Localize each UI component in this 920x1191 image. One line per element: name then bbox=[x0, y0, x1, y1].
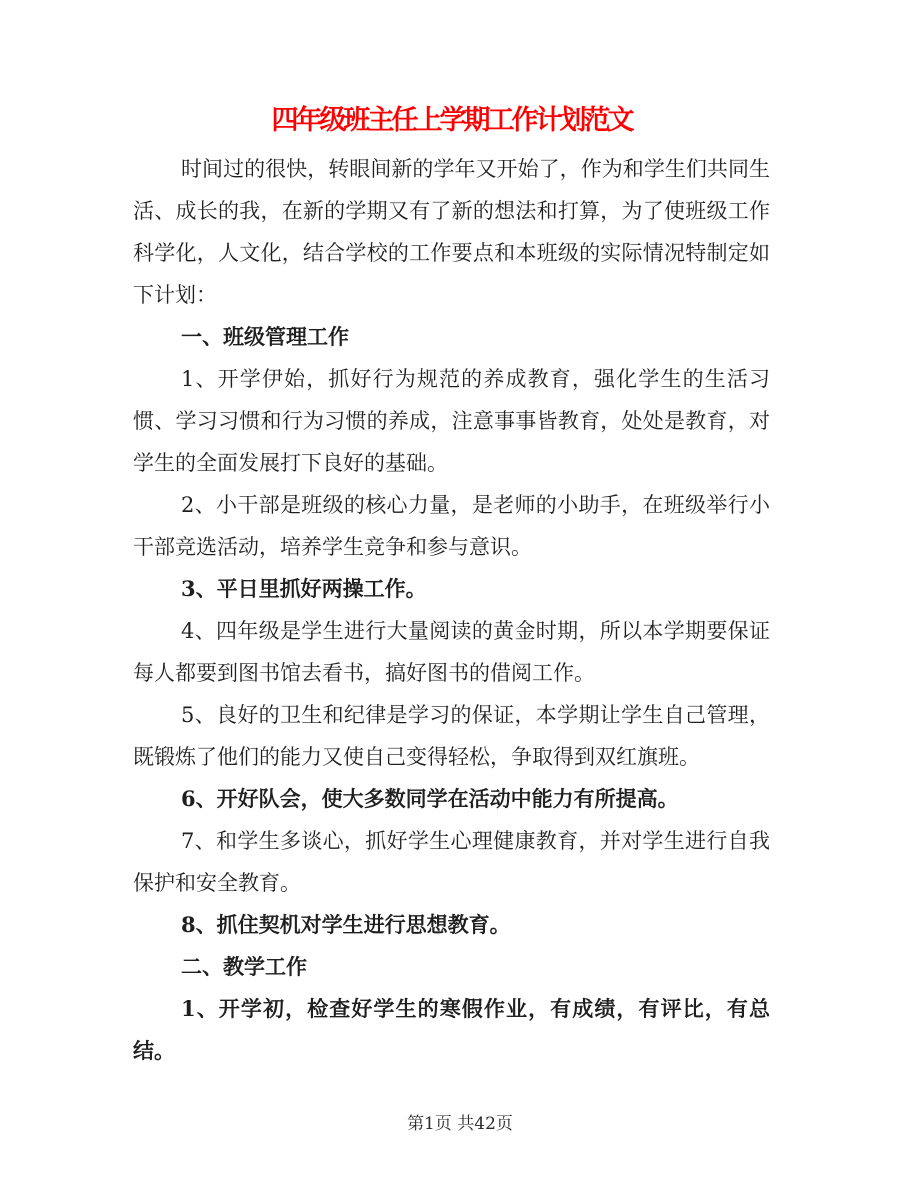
section-1-item-5: 5、良好的卫生和纪律是学习的保证，本学期让学生自己管理，既锻炼了他们的能力又使自己变得轻松，争取得到双红旗班。 bbox=[133, 703, 770, 769]
section-1-item-3: 3、平日里抓好两操工作。 bbox=[181, 576, 427, 601]
section-1-item-6: 6、开好队会，使大多数同学在活动中能力有所提高。 bbox=[181, 786, 679, 811]
section-2-item-1: 1、开学初，检查好学生的寒假作业，有成绩，有评比，有总结。 bbox=[133, 996, 770, 1063]
document-content bbox=[133, 100, 770, 1072]
section-1-item-4: 4、四年级是学生进行大量阅读的黄金时期，所以本学期要保证每人都要到图书馆去看书，搞好图书的借阅工作。 bbox=[133, 619, 770, 685]
section-2-heading: 二、教学工作 bbox=[181, 954, 307, 979]
page-footer bbox=[0, 1112, 920, 1136]
section-1-item-1: 1、开学伊始，抓好行为规范的养成教育，强化学生的生活习惯、学习习惯和行为习惯的养成，注意事事皆教育，处处是教育，对学生的全面发展打下良好的基础。 bbox=[133, 367, 770, 475]
section-1-item-2: 2、小干部是班级的核心力量，是老师的小助手，在班级举行小干部竞选活动，培养学生竞争和参与意识。 bbox=[133, 493, 770, 559]
section-1-item-8: 8、抓住契机对学生进行思想教育。 bbox=[181, 912, 511, 937]
intro-paragraph: 时间过的很快，转眼间新的学年又开始了，作为和学生们共同生活、成长的我，在新的学期又有了新的想法和打算，为了使班级工作科学化，人文化，结合学校的工作要点和本班级的实际情况特制定如下计划： bbox=[133, 157, 770, 307]
section-1-item-7: 7、和学生多谈心，抓好学生心理健康教育，并对学生进行自我保护和安全教育。 bbox=[133, 829, 770, 895]
page-number: 第1页 共42页 bbox=[407, 1114, 513, 1134]
document-title: 四年级班主任上学期工作计划范文 bbox=[271, 105, 632, 136]
section-1-heading: 一、班级管理工作 bbox=[181, 324, 349, 349]
